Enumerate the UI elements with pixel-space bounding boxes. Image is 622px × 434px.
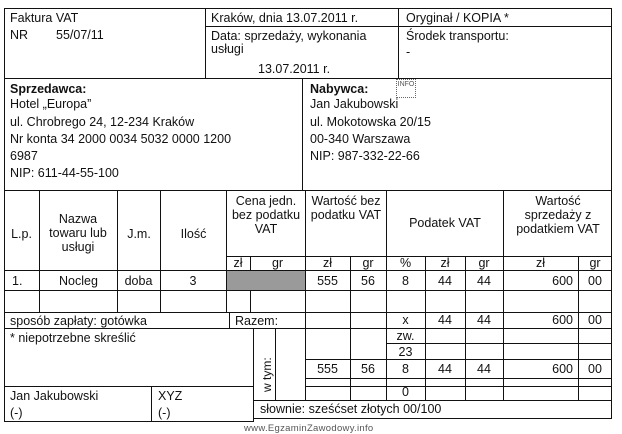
sub-gross-gr: gr: [589, 256, 601, 270]
buyer-line: NIP: 987-332-22-66: [310, 149, 420, 163]
transport-value: -: [406, 45, 411, 59]
sub-price-zl: zł: [233, 256, 243, 270]
place-date: Kraków, dnia 13.07.2011 r.: [211, 11, 359, 25]
sub-vat-pct: %: [399, 256, 412, 270]
buyer-line: 00-340 Warszawa: [310, 132, 411, 146]
seller-line: 6987: [10, 149, 38, 163]
col-net: Wartość bez podatku VAT: [310, 194, 382, 222]
row1-vat-zl: 44: [438, 274, 452, 288]
col-vat: Podatek VAT: [409, 216, 481, 230]
copy-label: Oryginał / KOPIA *: [406, 11, 509, 25]
row1-net-zl: 555: [317, 274, 338, 288]
col-lp: L.p.: [11, 227, 32, 241]
buyer-line: ul. Mokotowska 20/15: [310, 115, 431, 129]
seller-line: ul. Chrobrego 24, 12-234 Kraków: [10, 115, 195, 129]
transport-label: Środek transportu:: [406, 29, 509, 43]
sub-gross-zl: zł: [535, 256, 546, 270]
row1-vat-pct: 8: [402, 274, 409, 288]
row1-name: Nocleg: [59, 274, 98, 288]
breakdown-0: 0: [402, 385, 409, 399]
col-name: Nazwa towaru lub usługi: [49, 212, 107, 254]
breakdown-8-net-zl: 555: [317, 362, 338, 376]
sub-vat-gr: gr: [478, 256, 490, 270]
total-gross-gr: 00: [588, 313, 602, 327]
sale-date-label: Data: sprzedaży, wykonania usługi: [211, 29, 367, 56]
breakdown-zw: zw.: [396, 329, 415, 343]
breakdown-8-net-gr: 56: [361, 362, 375, 376]
buyer-label: Nabywca:: [310, 82, 369, 96]
nr-value: 55/07/11: [56, 28, 104, 42]
amount-in-words: słownie: sześćset złotych 00/100: [260, 402, 442, 416]
total-vat-zl: 44: [438, 313, 452, 327]
row1-qty: 3: [189, 274, 197, 288]
breakdown-8-gross-gr: 00: [588, 362, 602, 376]
row1-unit: doba: [124, 274, 153, 288]
total-vat-gr: 44: [477, 313, 491, 327]
seller-line: NIP: 611-44-55-100: [10, 166, 119, 180]
invoice-title: Faktura VAT: [10, 11, 79, 25]
row1-gross-zl: 600: [552, 274, 573, 288]
col-price: Cena jedn. bez podatku VAT: [231, 194, 301, 236]
breakdown-8-vat-zl: 44: [438, 362, 452, 376]
total-gross-zl: 600: [552, 313, 573, 327]
note-text: * niepotrzebne skreślić: [10, 331, 136, 345]
watermark: www.EgzaminZawodowy.info: [244, 423, 374, 434]
seller-label: Sprzedawca:: [10, 82, 87, 96]
signature-left-sub: (-): [10, 406, 23, 420]
signature-right-sub: (-): [158, 406, 171, 420]
nr-label: NR: [10, 28, 29, 42]
sub-price-gr: gr: [271, 256, 284, 270]
col-unit: J.m.: [127, 227, 151, 241]
total-label: Razem:: [235, 314, 279, 328]
sub-net-zl: zł: [322, 256, 333, 270]
buyer-line: Jan Jakubowski: [310, 97, 399, 111]
col-qty: Ilość: [180, 227, 207, 241]
breakdown-8-gross-zl: 600: [552, 362, 573, 376]
row1-lp: 1.: [12, 274, 23, 288]
seller-line: Nr konta 34 2000 0034 5032 0000 1200: [10, 132, 232, 146]
price-shaded-cell: [227, 271, 305, 290]
w-tym-label: w tym:: [260, 357, 274, 392]
breakdown-8-vat-gr: 44: [477, 362, 491, 376]
payment-method: sposób zapłaty: gotówka: [10, 314, 147, 328]
col-gross: Wartość sprzedaży z podatkiem VAT: [516, 194, 600, 236]
sub-vat-zl: zł: [440, 256, 450, 270]
breakdown-8-pct: 8: [402, 362, 409, 376]
seller-line: Hotel „Europa”: [10, 97, 92, 111]
signature-right-name: XYZ: [158, 389, 183, 403]
breakdown-23: 23: [398, 345, 413, 359]
signature-left-name: Jan Jakubowski: [10, 389, 99, 403]
info-stamp: INFO: [396, 79, 416, 98]
row1-vat-gr: 44: [477, 274, 491, 288]
total-pct: x: [402, 313, 409, 327]
row1-gross-gr: 00: [588, 274, 602, 288]
sub-net-gr: gr: [362, 256, 374, 270]
sale-date-value: 13.07.2011 r.: [258, 62, 331, 76]
row1-net-gr: 56: [361, 274, 375, 288]
